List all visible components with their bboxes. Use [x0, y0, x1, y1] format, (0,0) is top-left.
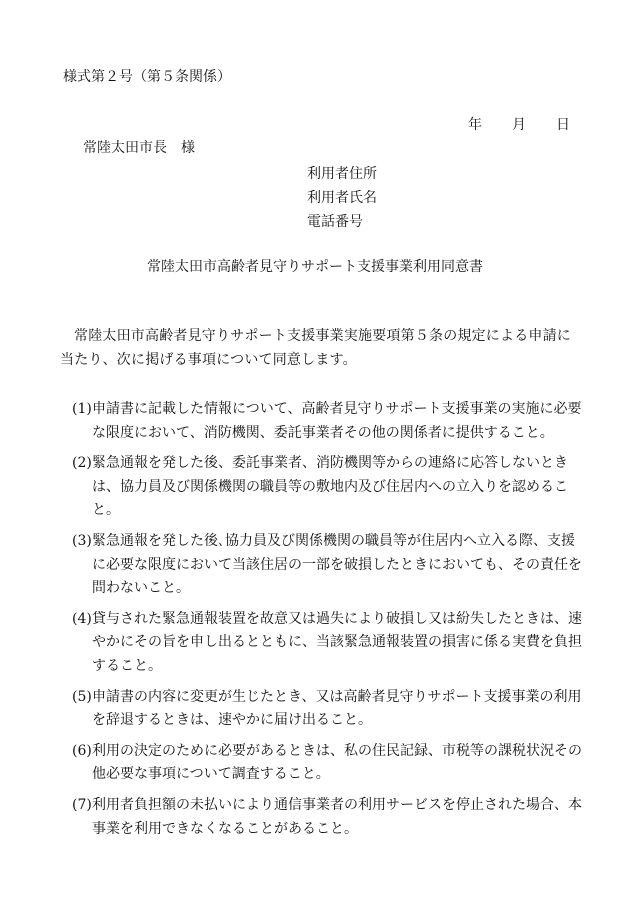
applicant-phone-label: 電話番号 — [307, 214, 363, 230]
list-item — [62, 530, 582, 601]
list-item — [62, 452, 582, 523]
consent-items-list — [62, 398, 582, 848]
list-item — [62, 398, 582, 445]
date-year: 年 — [468, 117, 482, 133]
list-item — [62, 740, 582, 787]
item-text: 利用者負担額の未払いにより通信事業者の利用サービスを停止された場合、本事業を利用できなくなることがあること。 — [92, 796, 582, 837]
item-text: 緊急通報を発した後､協力員及び関係機関の職員等が住居内へ立入る際、支援に必要な限度において当該住居の一部を破損したときにおいても、その責任を問わないこと。 — [92, 532, 582, 597]
intro-text: 常陸太田市高齢者見守りサポート支援事業実施要項第５条の規定による申請に当たり、次に掲げる事項について同意します。 — [60, 328, 571, 368]
item-number: (3) — [72, 532, 92, 549]
list-item — [62, 794, 582, 841]
intro-paragraph — [60, 324, 580, 372]
applicant-address-label: 利用者住所 — [307, 166, 377, 182]
item-text: 利用の決定のために必要があるときは、私の住民記録、市税等の課税状況その他必要な事項について調査すること。 — [92, 742, 582, 783]
date-day: 日 — [556, 117, 570, 133]
date-line — [468, 114, 570, 134]
addressee: 常陸太田市長 様 — [83, 140, 195, 156]
list-item — [62, 608, 582, 679]
applicant-name-label: 利用者氏名 — [307, 190, 377, 206]
item-text: 緊急通報を発した後、委託事業者、消防機関等からの連絡に応答しないときは、協力員及び関係機関の職員等の敷地内及び住居内への立入りを認めること。 — [92, 455, 568, 519]
item-number: (4) — [72, 610, 92, 627]
item-number: (1) — [72, 401, 92, 417]
form-number: 様式第２号（第５条関係） — [63, 69, 231, 85]
item-text: 貸与された緊急通報装置を故意又は過失により破損し又は紛失したときは、速やかにその旨を申し出るとともに、当該緊急通報装置の損害に係る実費を負担すること。 — [92, 610, 582, 674]
date-month: 月 — [512, 117, 526, 133]
item-text: 申請書に記載した情報について、高齢者見守りサポート支援事業の実施に必要な限度において、消防機関、委託事業者その他の関係者に提供すること。 — [92, 401, 582, 441]
document-title: 常陸太田市高齢者見守りサポート支援事業利用同意書 — [147, 259, 483, 275]
item-number: (7) — [72, 796, 92, 813]
item-text: 申請書の内容に変更が生じたとき、又は高齢者見守りサポート支援事業の利用を辞退するときは、速やかに届け出ること。 — [92, 688, 582, 729]
list-item — [62, 686, 582, 733]
item-number: (2) — [72, 455, 92, 472]
item-number: (5) — [72, 688, 92, 705]
item-number: (6) — [72, 742, 92, 759]
